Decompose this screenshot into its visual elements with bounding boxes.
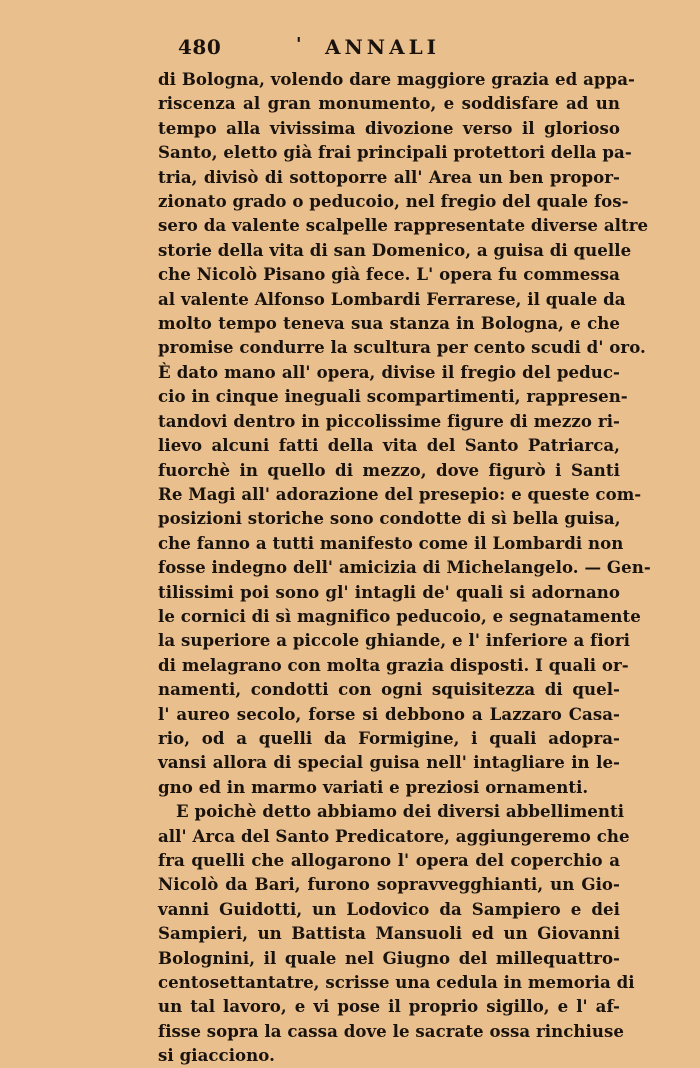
text-line: cio in cinque ineguali scompartimenti, rappresen- xyxy=(158,386,628,407)
text-line: molto tempo teneva sua stanza in Bologna, e che xyxy=(158,313,620,334)
text-line: promise condurre la scultura per cento scudi d' oro. xyxy=(158,337,646,358)
running-head xyxy=(178,31,618,61)
text-line: Bolognini, il quale nel Giugno del millequattro- xyxy=(158,947,620,968)
text-line: gno ed in marmo variati e preziosi ornamenti. xyxy=(158,776,589,797)
text-line: le cornici di sì magnifico peducoio, e segnatamente xyxy=(158,605,641,626)
text-line: tempo alla vivissima divozione verso il glorioso xyxy=(158,117,620,138)
text-line: tria, divisò di sottoporre all' Area un ben propor- xyxy=(158,166,620,187)
text-line: fosse indegno dell' amicizia di Michelangelo. — Gen- xyxy=(158,557,651,578)
text-line: fra quelli che allogarono l' opera del coperchio a xyxy=(158,850,620,870)
text-line: di melagrano con molta grazia disposti. I quali or- xyxy=(158,654,629,675)
page-number: 480 xyxy=(178,35,222,59)
running-title: ANNALI xyxy=(325,35,441,59)
text-line: Sampieri, un Battista Mansuoli ed un Giovanni xyxy=(158,923,620,944)
text-line: vansi allora di special guisa nell' intagliare in le- xyxy=(158,752,620,773)
text-line: che fanno a tutti manifesto come il Lombardi non xyxy=(158,532,624,553)
text-line: tandovi dentro in piccolissime figure di mezzo ri- xyxy=(158,410,620,431)
text-line: al valente Alfonso Lombardi Ferrarese, il quale da xyxy=(158,288,626,309)
text-line: E poichè detto abbiamo dei diversi abbellimenti xyxy=(176,801,625,822)
text-line: un tal lavoro, e vi pose il proprio sigillo, e l' af- xyxy=(158,996,620,1017)
text-line: Nicolò da Bari, furono sopravvegghianti, un Gio- xyxy=(158,874,620,895)
text-line: storie della vita di san Domenico, a guisa di quelle xyxy=(158,239,632,260)
text-line: fuorchè in quello di mezzo, dove figurò i Santi xyxy=(158,459,620,480)
text-line: rio, od a quelli da Formigine, i quali adopra- xyxy=(158,727,620,748)
text-line: la superiore a piccole ghiande, e l' inferiore a fiori xyxy=(158,630,630,651)
text-line: centosettantatre, scrisse una cedula in memoria di xyxy=(158,972,635,993)
text-line: tilissimi poi sono gl' intagli de' quali si adornano xyxy=(158,581,620,602)
text-line: namenti, condotti con ogni squisitezza di quel- xyxy=(158,679,620,700)
text-line: che Nicolò Pisano già fece. L' opera fu commessa xyxy=(158,264,620,285)
text-line: zionato grado o peducoio, nel fregio del quale fos- xyxy=(158,191,629,212)
running-head-mark: ' xyxy=(296,34,302,55)
text-line: riscenza al gran monumento, e soddisfare ad un xyxy=(158,93,620,114)
text-line: sero da valente scalpelle rappresentate diverse altre xyxy=(158,215,649,236)
text-line: si giacciono. xyxy=(158,1045,275,1066)
text-line: lievo alcuni fatti della vita del Santo Patriarca, xyxy=(158,435,620,456)
text-line: vanni Guidotti, un Lodovico da Sampiero e dei xyxy=(158,898,620,919)
text-line: di Bologna, volendo dare maggiore grazia ed appa- xyxy=(158,69,635,89)
text-line: fisse sopra la cassa dove le sacrate ossa rinchiuse xyxy=(158,1020,624,1041)
text-line: l' aureo secolo, forse si debbono a Lazzaro Casa- xyxy=(158,703,620,724)
text-line: È dato mano all' opera, divise il fregio del peduc- xyxy=(158,361,620,382)
text-line: all' Arca del Santo Predicatore, aggiungeremo che xyxy=(158,825,630,846)
text-line: Santo, eletto già frai principali protettori della pa- xyxy=(158,142,632,163)
body-text xyxy=(158,67,651,1068)
text-line: Re Magi all' adorazione del presepio: e queste com- xyxy=(158,483,642,504)
text-line: posizioni storiche sono condotte di sì bella guisa, xyxy=(158,508,621,529)
